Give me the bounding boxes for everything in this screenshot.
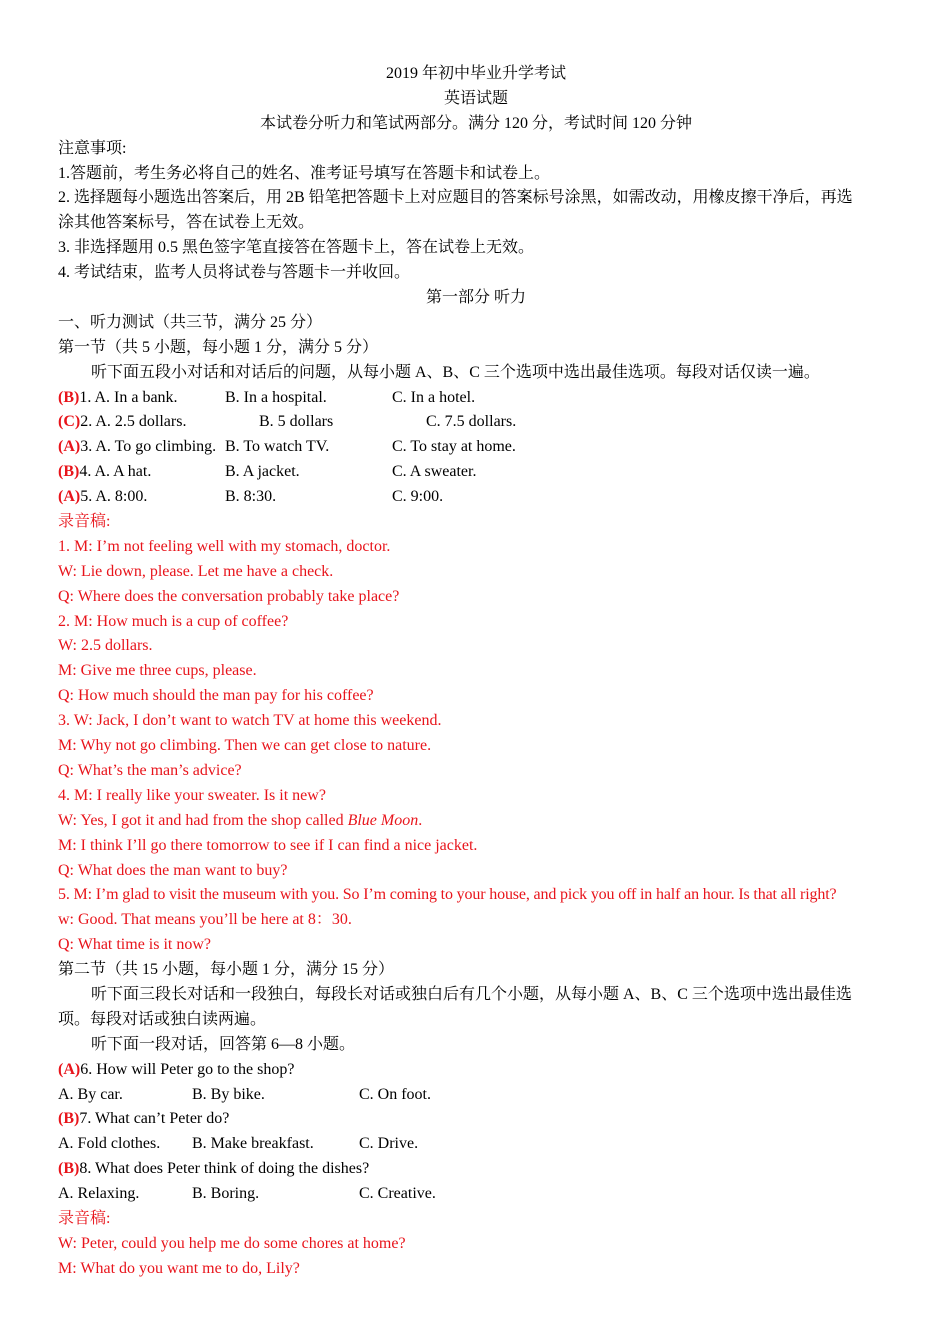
answer-key: (A) bbox=[58, 488, 81, 506]
option-b: B. To watch TV. bbox=[225, 438, 330, 456]
question-row bbox=[58, 460, 894, 485]
transcript-line: W: Lie down, please. Let me have a check. bbox=[58, 562, 334, 580]
transcript-line: w: Good. That means you’ll be here at 8：30. bbox=[58, 911, 352, 929]
question-number: 5. bbox=[80, 488, 93, 506]
option-c: C. Creative. bbox=[359, 1185, 436, 1203]
transcript-line bbox=[58, 809, 894, 834]
exam-subject: 英语试题 bbox=[443, 89, 508, 107]
notes-heading: 注意事项: bbox=[58, 139, 127, 157]
transcript-line: Q: What’s the man’s advice? bbox=[58, 761, 242, 779]
note-2b: 涂其他答案标号，答在试卷上无效。 bbox=[58, 214, 315, 232]
question-number: 4. bbox=[79, 463, 92, 481]
exam-page bbox=[58, 62, 894, 1282]
transcript-line: M: Why not go climbing. Then we can get close to nature. bbox=[58, 737, 432, 755]
option-b: B. In a hospital. bbox=[225, 388, 327, 406]
answer-key: (B) bbox=[58, 1110, 80, 1128]
section1-instructions: 听下面五段小对话和对话后的问题，从每小题 A、B、C 三个选项中选出最佳选项。每段对话仅读一遍。 bbox=[91, 363, 820, 381]
options-row bbox=[58, 1182, 894, 1207]
transcript-text: . bbox=[418, 811, 423, 829]
option-b: B. A jacket. bbox=[225, 463, 300, 481]
transcript-line: Q: How much should the man pay for his coffee? bbox=[58, 687, 374, 705]
question-text: 8. What does Peter think of doing the dishes? bbox=[79, 1160, 370, 1178]
transcript-line: W: 2.5 dollars. bbox=[58, 637, 153, 655]
transcript-line: M: I think I’ll go there tomorrow to see if I can find a nice jacket. bbox=[58, 836, 478, 854]
exam-intro: 本试卷分听力和笔试两部分。满分 120 分，考试时间 120 分钟 bbox=[259, 114, 692, 132]
question-text: 7. What can’t Peter do? bbox=[79, 1110, 230, 1128]
option-c: C. Drive. bbox=[359, 1135, 419, 1153]
option-a: A. 2.5 dollars. bbox=[95, 413, 187, 431]
section2-instructions-b: 项。每段对话或独白读两遍。 bbox=[58, 1010, 267, 1028]
shop-name: Blue Moon bbox=[347, 811, 419, 829]
option-a: A. To go climbing. bbox=[95, 438, 217, 456]
question-row bbox=[58, 386, 894, 411]
note-2a: 2. 选择题每小题选出答案后，用 2B 铅笔把答题卡上对应题目的答案标号涂黑，如需改动，用橡皮擦干净后，再选 bbox=[58, 189, 853, 207]
section2-sub-instructions: 听下面一段对话，回答第 6—8 小题。 bbox=[91, 1035, 356, 1053]
question-number: 2. bbox=[80, 413, 93, 431]
transcript-line: 2. M: How much is a cup of coffee? bbox=[58, 612, 289, 630]
option-a: A. In a bank. bbox=[94, 388, 178, 406]
option-b: B. Boring. bbox=[192, 1185, 260, 1203]
option-c: C. To stay at home. bbox=[392, 438, 516, 456]
option-b: B. By bike. bbox=[192, 1085, 265, 1103]
option-a: A. Relaxing. bbox=[58, 1185, 140, 1203]
transcript-line: Q: What time is it now? bbox=[58, 936, 212, 954]
section1-title: 第一节（共 5 小题，每小题 1 分，满分 5 分） bbox=[58, 338, 379, 356]
exam-title: 2019 年初中毕业升学考试 bbox=[385, 65, 566, 82]
transcript-line: Q: Where does the conversation probably take place? bbox=[58, 587, 400, 605]
note-1: 1.答题前，考生务必将自己的姓名、准考证号填写在答题卡和试卷上。 bbox=[58, 164, 551, 182]
transcript-label: 录音稿: bbox=[58, 1209, 111, 1227]
section2-instructions-a: 听下面三段长对话和一段独白，每段长对话或独白后有几个小题，从每小题 A、B、C 三个选项中选出最佳选 bbox=[91, 985, 852, 1003]
options-row bbox=[58, 1083, 894, 1108]
transcript-line: Q: What does the man want to buy? bbox=[58, 861, 288, 879]
answer-key: (C) bbox=[58, 413, 81, 431]
option-c: C. On foot. bbox=[359, 1085, 431, 1103]
answer-key: (B) bbox=[58, 1160, 80, 1178]
question-text: 6. How will Peter go to the shop? bbox=[80, 1060, 295, 1078]
listening-section-title: 一、听力测试（共三节，满分 25 分） bbox=[58, 313, 323, 331]
transcript-line: M: Give me three cups, please. bbox=[58, 662, 257, 680]
option-c: C. 7.5 dollars. bbox=[426, 413, 517, 431]
option-b: B. 5 dollars bbox=[259, 413, 334, 431]
option-b: B. Make breakfast. bbox=[192, 1135, 314, 1153]
question-row bbox=[58, 410, 894, 435]
answer-key: (B) bbox=[58, 463, 80, 481]
options-row bbox=[58, 1132, 894, 1157]
transcript-line: 5. M: I’m glad to visit the museum with you. So I’m coming to your house, and pick you off in half an hour. Is that all right? bbox=[58, 886, 837, 904]
answer-key: (A) bbox=[58, 1060, 81, 1078]
question-row bbox=[58, 435, 894, 460]
option-a: A. Fold clothes. bbox=[58, 1135, 161, 1153]
question-number: 3. bbox=[80, 438, 93, 456]
question-stem bbox=[58, 1157, 894, 1182]
option-b: B. 8:30. bbox=[225, 488, 277, 506]
option-a: A. A hat. bbox=[94, 463, 152, 481]
option-c: C. In a hotel. bbox=[392, 388, 476, 406]
question-number: 1. bbox=[79, 388, 92, 406]
section2-title: 第二节（共 15 小题，每小题 1 分，满分 15 分） bbox=[58, 961, 395, 979]
option-c: C. A sweater. bbox=[392, 463, 477, 481]
transcript-label: 录音稿: bbox=[58, 513, 111, 531]
question-stem bbox=[58, 1058, 894, 1083]
question-stem bbox=[58, 1107, 894, 1132]
part1-title: 第一部分 听力 bbox=[425, 289, 526, 307]
option-c: C. 9:00. bbox=[392, 488, 444, 506]
transcript-text: W: Yes, I got it and had from the shop called bbox=[58, 811, 348, 829]
option-a: A. 8:00. bbox=[95, 488, 148, 506]
answer-key: (A) bbox=[58, 438, 81, 456]
note-4: 4. 考试结束，监考人员将试卷与答题卡一并收回。 bbox=[58, 264, 411, 282]
transcript-line: 3. W: Jack, I don’t want to watch TV at home this weekend. bbox=[58, 712, 442, 730]
transcript-line: 4. M: I really like your sweater. Is it new? bbox=[58, 786, 326, 804]
transcript-line: 1. M: I’m not feeling well with my stomach, doctor. bbox=[58, 537, 391, 555]
option-a: A. By car. bbox=[58, 1085, 123, 1103]
answer-key: (B) bbox=[58, 388, 80, 406]
transcript-line: W: Peter, could you help me do some chores at home? bbox=[58, 1234, 406, 1252]
question-row bbox=[58, 485, 894, 510]
transcript-line: M: What do you want me to do, Lily? bbox=[58, 1259, 300, 1277]
note-3: 3. 非选择题用 0.5 黑色签字笔直接答在答题卡上，答在试卷上无效。 bbox=[58, 239, 535, 257]
